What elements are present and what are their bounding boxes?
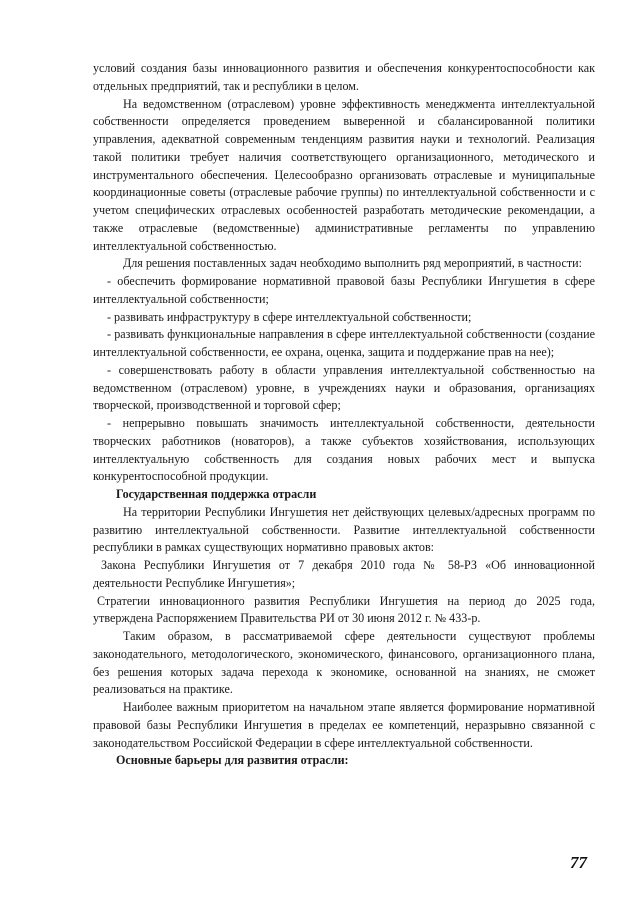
list-item: - обеспечить формирование нормативной правовой базы Республики Ингушетия в сфере интеллектуальной собственности;	[93, 274, 595, 306]
list-item: - развивать функциональные направления в сфере интеллектуальной собственности (создание интеллектуальной собственности, ее охрана, оценка, защита и поддержание прав на нее);	[93, 327, 595, 359]
section-heading: Основные барьеры для развития отрасли:	[116, 753, 349, 768]
paragraph: условий создания базы инновационного развития и обеспечения конкурентоспособности как отдельных предприятий, так и республики в целом.	[93, 61, 595, 93]
section-heading: Государственная поддержка отрасли	[116, 487, 317, 501]
page-number: 77	[570, 853, 587, 872]
paragraph: На территории Республики Ингушетия нет действующих целевых/адресных программ по развитию интеллектуальной собственности. Развитие интеллектуальной собственности республики в рамках существующих нормативно правовых актов:	[93, 504, 595, 555]
paragraph: Наиболее важным приоритетом на начальном этапе является формирование нормативной правовой базы Республики Ингушетия в пределах ее компетенций, неразрывно связанной с законодательством Российской Федерации в сфере интеллектуальной собственности.	[93, 700, 595, 750]
paragraph: На ведомственном (отраслевом) уровне эффективность менеджмента интеллектуальной собственности определяется проведением выверенной и сбалансированной политики управления, адекватной современным тенденциям развития науки и технологий. Реализация такой политики требует наличия соответствующего организационного, методического и инструментального обеспечения. Целесообразно организовать отраслевые и муниципальные координационные советы (отраслевые рабочие группы) по интеллектуальной собственности и с учетом специфических отраслевых особенностей разработать методические рекомендации, а также отраслевые (ведомственные) административные регламенты по управлению интеллектуальной собственностью.	[93, 96, 595, 253]
list-item: - развивать инфраструктуру в сфере интеллектуальной собственности;	[107, 309, 472, 324]
paragraph: Стратегии инновационного развития Республики Ингушетия на период до 2025 года, утверждена Распоряжением Правительства РИ от 30 июня 2012 г. № 433-р.	[93, 593, 595, 626]
paragraph: Закона Республики Ингушетия от 7 декабря 2010 года № 58-РЗ «Об инновационной деятельности Республике Ингушетия»;	[93, 558, 595, 590]
paragraph: Таким образом, в рассматриваемой сфере деятельности существуют проблемы законодательного, методологического, экономического, финансового, организационного плана, без решения которых задача перехода к экономике, основанной на знаниях, не сможет реализоваться на практике.	[93, 629, 595, 697]
paragraph: Для решения поставленных задач необходимо выполнить ряд мероприятий, в частности:	[123, 256, 582, 271]
document-body	[93, 60, 595, 770]
list-item: - совершенствовать работу в области управления интеллектуальной собственностью на ведомственном (отраслевом) уровне, в учреждениях науки и образования, организациях творческой, производственной и торговой сфер;	[93, 362, 595, 413]
list-item: - непрерывно повышать значимость интеллектуальной собственности, деятельности творческих работников (новаторов), а также субъектов хозяйствования, использующих интеллектуальную собственность для создания новых рабочих мест и выпуска конкурентоспособной продукции.	[93, 416, 595, 484]
